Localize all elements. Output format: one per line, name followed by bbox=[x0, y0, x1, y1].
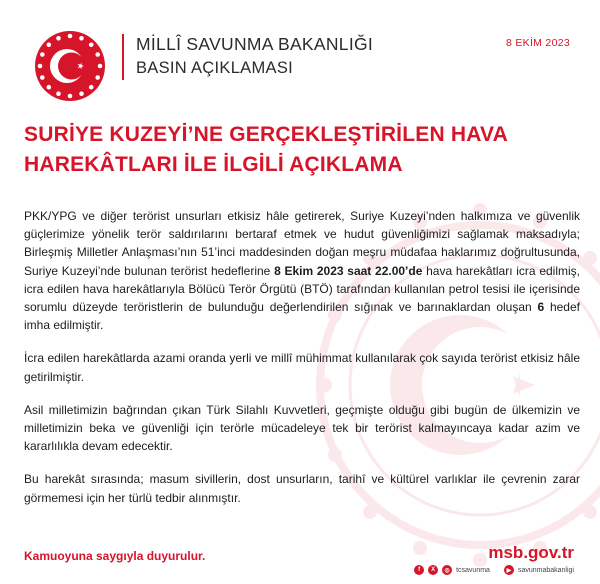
youtube-icon[interactable]: ▶ bbox=[504, 565, 514, 575]
document-type: BASIN AÇIKLAMASI bbox=[136, 59, 294, 77]
x-twitter-icon[interactable]: X bbox=[428, 565, 438, 575]
paragraph-1 bbox=[24, 207, 580, 334]
statement-body bbox=[24, 207, 580, 522]
paragraph-1-part-a: PKK/YPG ve diğer terörist unsurları etkisiz hâle getirerek, Suriye Kuzeyi’nden halkımıza ve güvenlik güçlerimize yönelik terör saldırılarını bertaraf etmek ve hudut güvenliğimizi sağlamak maksadıyla; Birleşmiş Milletler Anlaşması’nın 51’inci maddesinden doğan meşru müdafaa haklarımız doğrultusunda, Suriye Kuzeyi’nde bulunan terörist hedeflerine bbox=[24, 209, 580, 278]
paragraph-3: Asil milletimizin bağrından çıkan Türk Silahlı Kuvvetleri, geçmişte olduğu gibi bugün de ülkemizin ve milletimizin beka ve güvenliği için terörle mücadeleye tek bir terörist kalmayıncaya kadar azim ve kararlılıkla devam edecektir. bbox=[24, 402, 580, 454]
header-divider bbox=[122, 34, 124, 80]
ministry-logo bbox=[34, 30, 106, 102]
social-handles bbox=[414, 565, 574, 575]
paragraph-4: Bu harekât sırasında; masum sivillerin, dost unsurların, tarihî ve kültürel varlıklar ile çevrenin zarar görmemesi için her türlü tedbir alınmıştır. bbox=[24, 472, 580, 505]
publication-date: 8 EKİM 2023 bbox=[505, 37, 570, 49]
social-handle-savunmabakanligi[interactable]: savunmabakanligi bbox=[517, 566, 574, 574]
target-count: 6 bbox=[537, 300, 545, 315]
organization-name: MİLLÎ SAVUNMA BAKANLIĞI bbox=[136, 34, 374, 54]
paragraph-1-part-c: hedef imha edilmiştir. bbox=[24, 300, 580, 333]
facebook-icon[interactable]: f bbox=[414, 565, 424, 575]
paragraph-1-part-b: hava harekâtları icra edilmiş, icra edilen hava harekâtlarıyla Bölücü Terör Örgütü (BTÖ) tarafından kullanılan petrol tesisi ile içerisinde sorumlu düzeyde teröristlerin de bulunduğu değerlendirilen sığınak ve barınaklardan oluşan bbox=[24, 263, 580, 315]
closing-line: Kamuoyuna saygıyla duyurulur. bbox=[24, 549, 206, 563]
page-title bbox=[24, 120, 584, 180]
title-line-1: SURİYE KUZEYİ’NE GERÇEKLEŞTİRİLEN HAVA bbox=[24, 123, 509, 146]
instagram-icon[interactable]: ◎ bbox=[442, 565, 452, 575]
title-line-2: HAREKÂTLARI İLE İLGİLİ AÇIKLAMA bbox=[24, 153, 403, 176]
social-handle-tcsavunma[interactable]: tcsavunma bbox=[456, 566, 490, 574]
operation-date-time: 8 Ekim 2023 saat 22.00’de bbox=[274, 263, 423, 278]
website-link[interactable]: msb.gov.tr bbox=[488, 543, 574, 562]
paragraph-2: İcra edilen harekâtlarda azami oranda yerli ve millî mühimmat kullanılarak çok sayıda terörist etkisiz hâle getirilmiştir. bbox=[24, 351, 580, 384]
